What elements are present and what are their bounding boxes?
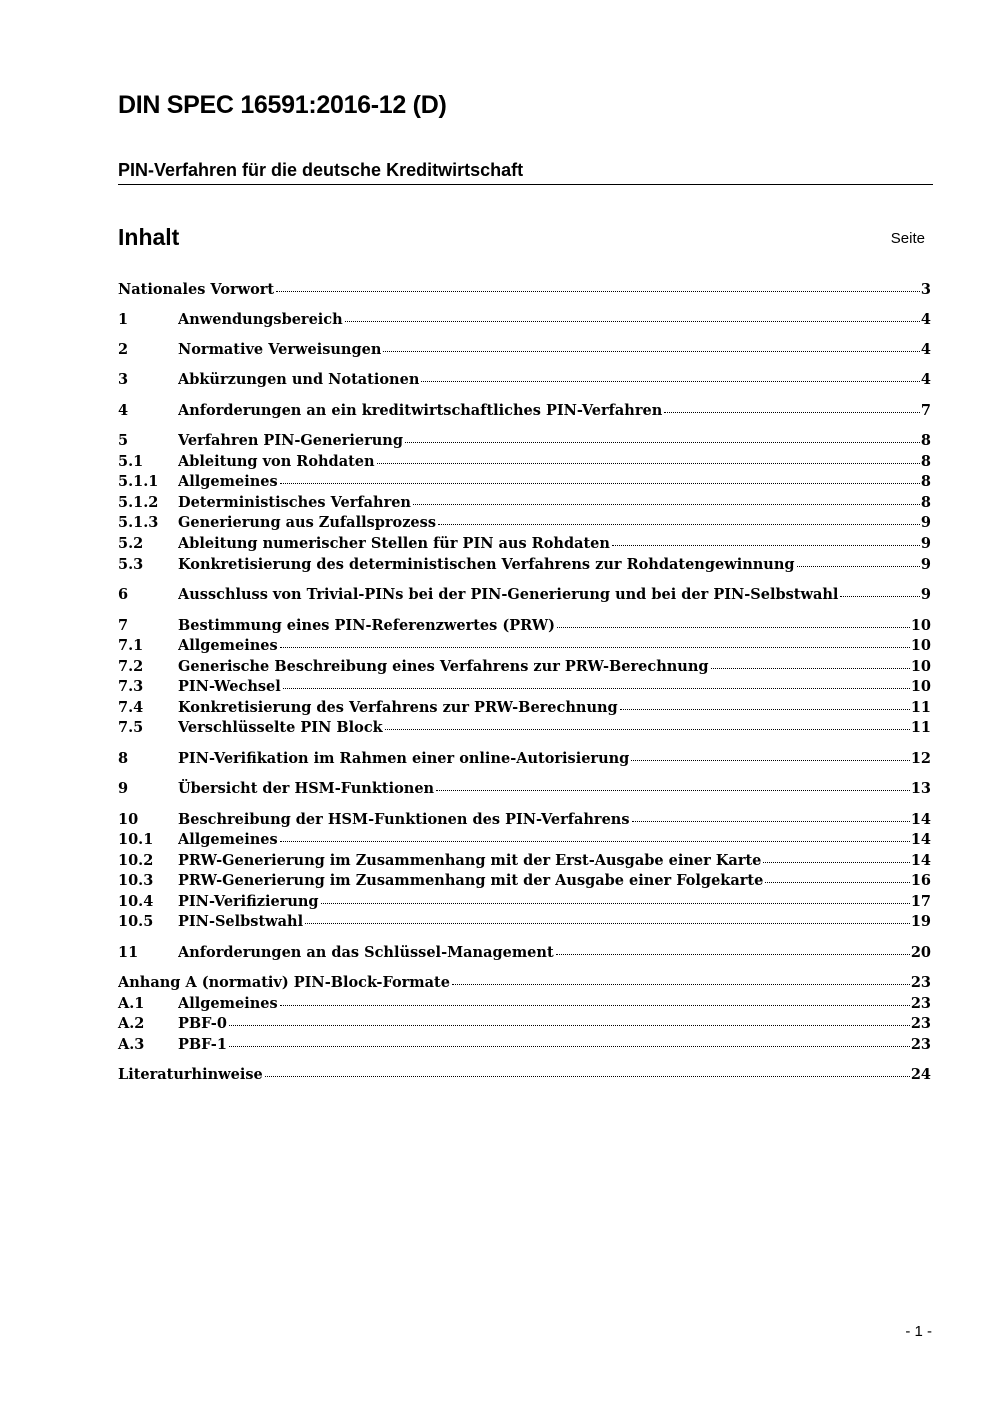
toc-entry-number: 5.2 xyxy=(118,535,144,552)
toc-entry-page: 13 xyxy=(910,780,931,797)
toc-entry-title: Abkürzungen und Notationen xyxy=(178,371,420,388)
toc-entry[interactable] xyxy=(118,1014,931,1034)
toc-entry-number: 7.4 xyxy=(118,699,144,716)
toc-entry-number: 7.5 xyxy=(118,719,144,736)
toc-dot-leader xyxy=(385,728,910,730)
toc-entry-number: 5.1.3 xyxy=(118,514,159,531)
toc-entry[interactable] xyxy=(118,973,931,993)
toc-entry[interactable] xyxy=(118,810,931,830)
toc-entry-page: 9 xyxy=(920,535,931,552)
toc-entry-number: 4 xyxy=(118,402,129,419)
toc-dot-leader xyxy=(413,503,920,505)
toc-entry-number: 10.3 xyxy=(118,872,154,889)
toc-entry-title: PBF-1 xyxy=(178,1036,227,1053)
toc-entry-title: PIN-Wechsel xyxy=(178,678,281,695)
toc-entry-title: Ausschluss von Trivial-PINs bei der PIN-Generierung und bei der PIN-Selbstwahl xyxy=(178,586,839,603)
toc-dot-leader xyxy=(280,482,920,484)
toc-entry[interactable] xyxy=(118,310,931,330)
toc-entry-number: 7.3 xyxy=(118,678,144,695)
toc-entry[interactable] xyxy=(118,698,931,718)
toc-dot-leader xyxy=(436,789,910,791)
toc-entry-page: 10 xyxy=(910,637,931,654)
toc-entry-title: Bestimmung eines PIN-Referenzwertes (PRW) xyxy=(178,617,555,634)
toc-entry-number: 7.1 xyxy=(118,637,144,654)
toc-entry-number: 11 xyxy=(118,944,139,961)
toc-entry[interactable] xyxy=(118,370,931,390)
toc-entry-title: Nationales Vorwort xyxy=(118,281,275,298)
page-column-label: Seite xyxy=(890,230,925,247)
toc-entry-title: Anforderungen an das Schlüssel-Management xyxy=(178,944,554,961)
toc-heading: Inhalt xyxy=(118,224,180,250)
toc-entry-page: 3 xyxy=(920,281,931,298)
toc-entry-page: 23 xyxy=(910,995,931,1012)
toc-entry-number: 3 xyxy=(118,371,129,388)
toc-dot-leader xyxy=(321,902,910,904)
toc-entry-title: Anforderungen an ein kreditwirtschaftliches PIN-Verfahren xyxy=(178,402,663,419)
toc-entry-title: Anwendungsbereich xyxy=(178,311,343,328)
toc-entry-page: 20 xyxy=(910,944,931,961)
toc-entry-page: 10 xyxy=(910,617,931,634)
toc-entry-page: 7 xyxy=(920,402,931,419)
toc-entry-page: 14 xyxy=(910,831,931,848)
toc-entry-title: Verschlüsselte PIN Block xyxy=(178,719,383,736)
toc-entry-number: 7.2 xyxy=(118,658,144,675)
toc-entry-number: 1 xyxy=(118,311,129,328)
toc-entry-number: 5.1 xyxy=(118,453,144,470)
toc-entry[interactable] xyxy=(118,534,931,554)
toc-entry[interactable] xyxy=(118,280,931,300)
toc-entry[interactable] xyxy=(118,912,931,932)
toc-dot-leader xyxy=(383,350,920,352)
toc-entry-number: 8 xyxy=(118,750,129,767)
toc-dot-leader xyxy=(632,820,910,822)
toc-entry-page: 23 xyxy=(910,1015,931,1032)
toc-entry-number: 10 xyxy=(118,811,139,828)
toc-dot-leader xyxy=(765,881,910,883)
toc-entry-page: 9 xyxy=(920,586,931,603)
toc-dot-leader xyxy=(280,840,910,842)
toc-dot-leader xyxy=(452,983,910,985)
toc-entry[interactable] xyxy=(118,830,931,850)
toc-dot-leader xyxy=(631,759,910,761)
toc-entry-number: 5.3 xyxy=(118,556,144,573)
toc-entry-page: 9 xyxy=(920,556,931,573)
toc-entry-page: 16 xyxy=(910,872,931,889)
toc-entry-number: 7 xyxy=(118,617,129,634)
toc-entry[interactable] xyxy=(118,636,931,656)
toc-entry[interactable] xyxy=(118,871,931,891)
toc-entry-title: PIN-Verifizierung xyxy=(178,893,319,910)
toc-entry-title: Normative Verweisungen xyxy=(178,341,382,358)
toc-entry[interactable] xyxy=(118,779,931,799)
toc-entry-number: 10.1 xyxy=(118,831,154,848)
toc-entry-page: 8 xyxy=(920,473,931,490)
toc-entry-page: 11 xyxy=(910,699,931,716)
toc-dot-leader xyxy=(345,320,920,322)
toc-entry[interactable] xyxy=(118,994,931,1014)
toc-entry[interactable] xyxy=(118,431,931,451)
toc-entry-number: 10.2 xyxy=(118,852,154,869)
toc-entry-title: PIN-Verifikation im Rahmen einer online-Autorisierung xyxy=(178,750,630,767)
toc-entry-number: 5 xyxy=(118,432,129,449)
toc-entry[interactable] xyxy=(118,1065,931,1085)
toc-dot-leader xyxy=(265,1075,910,1077)
toc-entry-title: Allgemeines xyxy=(178,995,278,1012)
toc-entry-title: Übersicht der HSM-Funktionen xyxy=(178,780,435,797)
toc-entry-title: Deterministisches Verfahren xyxy=(178,494,411,511)
toc-entry-page: 4 xyxy=(920,371,931,388)
toc-entry-title: Verfahren PIN-Generierung xyxy=(178,432,403,449)
toc-entry-title: Beschreibung der HSM-Funktionen des PIN-Verfahrens xyxy=(178,811,630,828)
toc-dot-leader xyxy=(229,1024,910,1026)
toc-entry-number: 10.4 xyxy=(118,893,154,910)
toc-entry[interactable] xyxy=(118,718,931,738)
toc-dot-leader xyxy=(840,595,919,597)
toc-entry-number: 2 xyxy=(118,341,129,358)
toc-entry[interactable] xyxy=(118,585,931,605)
toc-entry-title: Anhang A (normativ) PIN-Block-Formate xyxy=(118,974,450,991)
toc-dot-leader xyxy=(283,687,910,689)
toc-entry-title: Konkretisierung des deterministischen Verfahrens zur Rohdatengewinnung xyxy=(178,556,795,573)
toc-entry-title: Literaturhinweise xyxy=(118,1066,263,1083)
toc-entry[interactable] xyxy=(118,555,931,575)
document-title: DIN SPEC 16591:2016-12 (D) xyxy=(118,91,447,119)
toc-entry[interactable] xyxy=(118,493,931,513)
toc-entry-title: PRW-Generierung im Zusammenhang mit der Erst-Ausgabe einer Karte xyxy=(178,852,762,869)
toc-entry-page: 14 xyxy=(910,852,931,869)
toc-entry-page: 4 xyxy=(920,311,931,328)
toc-entry-number: 5.1.1 xyxy=(118,473,159,490)
document-subtitle: PIN-Verfahren für die deutsche Kreditwirtschaft xyxy=(118,158,933,185)
toc-dot-leader xyxy=(421,380,920,382)
toc-entry-page: 8 xyxy=(920,494,931,511)
toc-entry-page: 24 xyxy=(910,1066,931,1083)
toc-entry[interactable] xyxy=(118,340,931,360)
toc-dot-leader xyxy=(280,646,910,648)
toc-entry-page: 23 xyxy=(910,974,931,991)
toc-dot-leader xyxy=(377,462,920,464)
toc-dot-leader xyxy=(276,290,920,292)
toc-entry-number: A.3 xyxy=(118,1036,145,1053)
toc-entry-title: Allgemeines xyxy=(178,637,278,654)
toc-entry-page: 8 xyxy=(920,453,931,470)
toc-entry-number: 5.1.2 xyxy=(118,494,159,511)
toc-entry[interactable] xyxy=(118,472,931,492)
toc-dot-leader xyxy=(280,1004,910,1006)
toc-entry[interactable] xyxy=(118,513,931,533)
toc-entry[interactable] xyxy=(118,616,931,636)
toc-entry-page: 14 xyxy=(910,811,931,828)
page-number: - 1 - xyxy=(905,1323,932,1340)
toc-dot-leader xyxy=(620,708,910,710)
toc-entry-title: Allgemeines xyxy=(178,831,278,848)
toc-dot-leader xyxy=(229,1045,910,1047)
toc-entry-page: 12 xyxy=(910,750,931,767)
toc-entry-number: 9 xyxy=(118,780,129,797)
toc-dot-leader xyxy=(556,953,910,955)
toc-dot-leader xyxy=(612,544,920,546)
toc-entry-page: 17 xyxy=(910,893,931,910)
toc-entry-number: 6 xyxy=(118,586,129,603)
toc-entry[interactable] xyxy=(118,892,931,912)
toc-entry-page: 8 xyxy=(920,432,931,449)
toc-entry[interactable] xyxy=(118,452,931,472)
toc-entry-title: PBF-0 xyxy=(178,1015,227,1032)
toc-entry[interactable] xyxy=(118,749,931,769)
toc-entry[interactable] xyxy=(118,851,931,871)
toc-entry[interactable] xyxy=(118,943,931,963)
toc-entry-title: Konkretisierung des Verfahrens zur PRW-Berechnung xyxy=(178,699,618,716)
toc-entry-title: Ableitung numerischer Stellen für PIN aus Rohdaten xyxy=(178,535,610,552)
toc-entry-number: A.2 xyxy=(118,1015,145,1032)
toc-entry-page: 10 xyxy=(910,658,931,675)
toc-entry-title: PRW-Generierung im Zusammenhang mit der Ausgabe einer Folgekarte xyxy=(178,872,764,889)
toc-dot-leader xyxy=(711,667,910,669)
toc-entry[interactable] xyxy=(118,1035,931,1055)
toc-entry-title: Allgemeines xyxy=(178,473,278,490)
toc-entry-number: A.1 xyxy=(118,995,145,1012)
toc-entry-page: 9 xyxy=(920,514,931,531)
toc-dot-leader xyxy=(305,922,910,924)
toc-entry[interactable] xyxy=(118,657,931,677)
toc-entry-page: 23 xyxy=(910,1036,931,1053)
toc-entry-title: PIN-Selbstwahl xyxy=(178,913,304,930)
toc-entry[interactable] xyxy=(118,401,931,421)
toc-entry-title: Generische Beschreibung eines Verfahrens zur PRW-Berechnung xyxy=(178,658,709,675)
toc-entry-page: 11 xyxy=(910,719,931,736)
toc-dot-leader xyxy=(763,861,909,863)
toc-entry-page: 10 xyxy=(910,678,931,695)
toc-entry[interactable] xyxy=(118,677,931,697)
toc-dot-leader xyxy=(405,441,920,443)
toc-entry-page: 4 xyxy=(920,341,931,358)
toc-entry-number: 10.5 xyxy=(118,913,154,930)
toc-dot-leader xyxy=(557,626,910,628)
toc-dot-leader xyxy=(438,523,920,525)
toc-dot-leader xyxy=(664,411,920,413)
toc-entry-title: Generierung aus Zufallsprozess xyxy=(178,514,436,531)
toc-dot-leader xyxy=(797,565,920,567)
toc-entry-title: Ableitung von Rohdaten xyxy=(178,453,375,470)
toc-entry-page: 19 xyxy=(910,913,931,930)
